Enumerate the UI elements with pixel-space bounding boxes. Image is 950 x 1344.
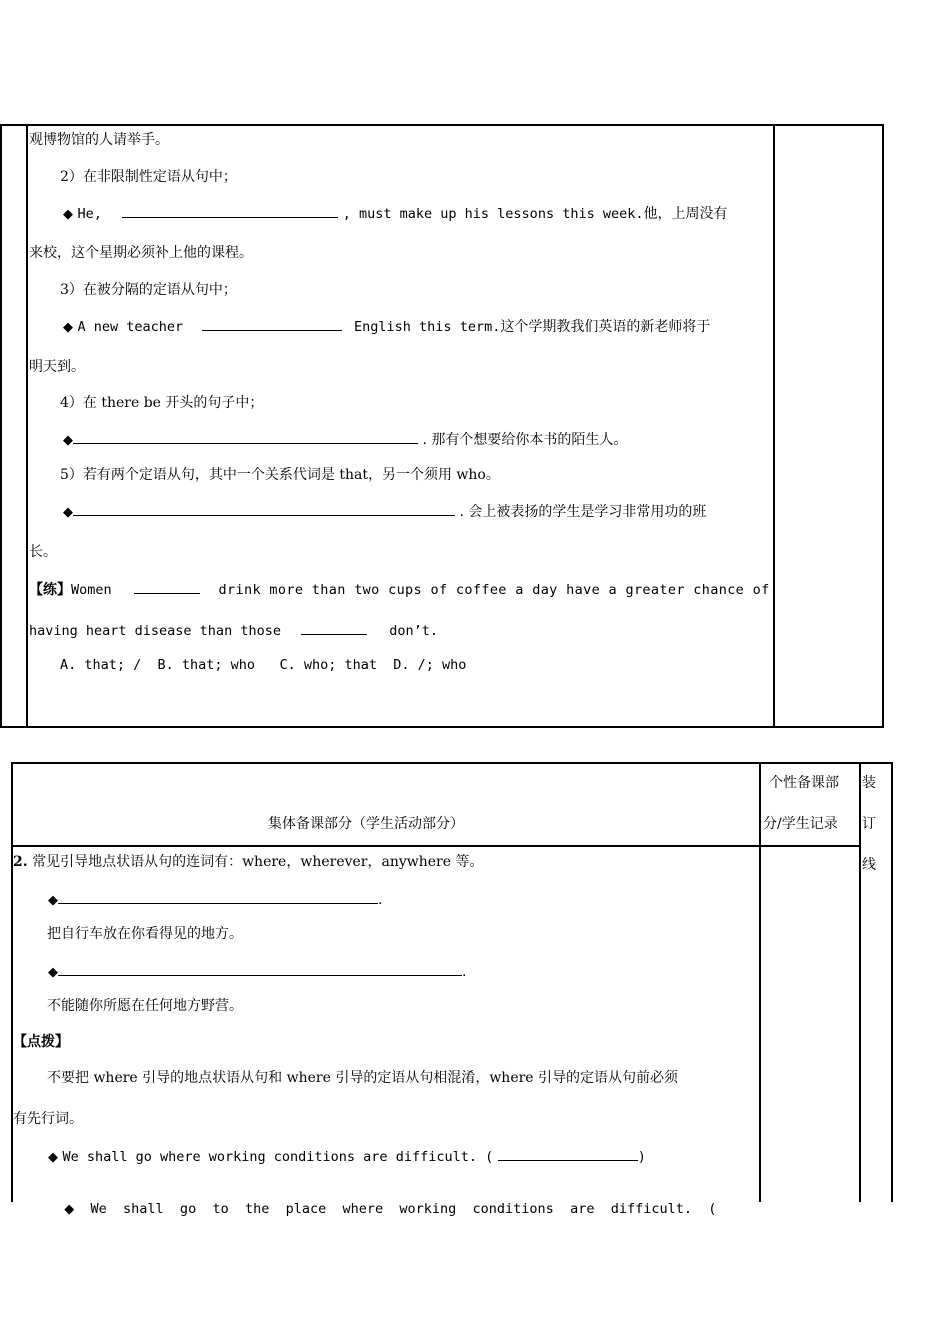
practice-text-d: don’t.	[389, 623, 439, 639]
item4-blank[interactable]	[73, 429, 418, 444]
bottom-table-header-divider	[11, 845, 861, 847]
practice-blank-1[interactable]	[134, 579, 200, 594]
header-main: 集体备课部分（学生活动部分）	[268, 816, 464, 832]
answer-blank-2[interactable]	[58, 961, 462, 976]
bullet-icon: ◆	[63, 433, 73, 448]
item-number: 2.	[13, 854, 28, 870]
item4-cn: . 那有个想要给你本书的陌生人。	[422, 432, 628, 448]
item5-sentence-cont: 长。	[29, 544, 57, 560]
bullet-icon: ◆	[48, 893, 58, 908]
item2-heading: 2）在非限制性定语从句中；	[60, 169, 237, 185]
blank-line-2	[48, 961, 466, 982]
practice-options: A. that; / B. that; who C. who; that D. /; who	[60, 657, 467, 673]
item3-sentence-cont: 明天到。	[29, 359, 85, 375]
bullet-icon: ◆	[63, 505, 73, 520]
sentence2-cn: 不能随你所愿在任何地方野营。	[47, 998, 243, 1014]
item3-en-b: English this term.	[354, 319, 501, 335]
item3-sentence	[63, 316, 710, 337]
top-table-border-bottom	[0, 726, 884, 728]
item4-sentence	[63, 429, 627, 450]
top-table-divider	[773, 124, 775, 728]
item5-cn-a: . 会上被表扬的学生是学习非常用功的班	[459, 504, 707, 520]
example1	[48, 1146, 646, 1167]
item3-en-a: A new teacher	[77, 319, 184, 335]
item3-cn-a: 这个学期教我们英语的新老师将于	[500, 319, 711, 335]
item2-cn-a: 他，上周没有	[643, 206, 728, 222]
top-table-border-left-outer	[0, 124, 2, 728]
item5-sentence	[63, 501, 706, 522]
item2-en-a: He,	[77, 206, 102, 222]
answer-blank-1[interactable]	[58, 889, 378, 904]
blank1-end: .	[378, 892, 383, 908]
item3-blank[interactable]	[202, 316, 342, 331]
header-right-line2: 分/学生记录	[763, 816, 838, 832]
tip-text-cont: 有先行词。	[13, 1111, 83, 1127]
practice-blank-2[interactable]	[301, 620, 367, 635]
bottom-table-border-right	[891, 762, 893, 1202]
practice-text-a: Women	[71, 582, 112, 598]
example2	[48, 1182, 716, 1219]
bullet-icon: ◆	[48, 965, 58, 980]
binding-char-3: 线	[862, 857, 876, 873]
item2-sentence	[63, 203, 727, 224]
header-right-line1: 个性备课部	[769, 775, 839, 791]
top-table-border-left-inner	[26, 124, 28, 728]
item2-sentence-cont: 来校，这个星期必须补上他的课程。	[29, 245, 253, 261]
practice-text-c: having heart disease than those	[29, 623, 281, 639]
sentence1-cn: 把自行车放在你看得见的地方。	[47, 926, 243, 942]
example2-text: We shall go to the place where working conditions are difficult. (	[90, 1201, 717, 1217]
practice-label: 【练】	[29, 582, 71, 598]
example1-end: )	[637, 1149, 646, 1165]
item2-blank[interactable]	[122, 203, 338, 218]
tip-text: 不要把 where 引导的地点状语从句和 where 引导的定语从句相混淆，where 引导的定语从句前必须	[47, 1070, 679, 1086]
practice-line-2	[29, 620, 438, 640]
top-table-border-top	[0, 124, 884, 126]
item5-heading: 5）若有两个定语从句，其中一个关系代词是 that，另一个须用 who。	[60, 467, 500, 483]
example1-blank[interactable]	[498, 1146, 638, 1161]
bullet-icon: ◆	[63, 207, 73, 222]
item4-heading: 4）在 there be 开头的句子中；	[60, 395, 264, 411]
continued-sentence: 观博物馆的人请举手。	[29, 132, 169, 148]
item3-heading: 3）在被分隔的定语从句中；	[60, 282, 237, 298]
bullet-icon: ◆	[63, 320, 73, 335]
item2-en-b: , must make up his lessons this week.	[342, 206, 644, 222]
blank2-end: .	[462, 964, 467, 980]
bullet-icon: ◆	[48, 1150, 58, 1165]
tip-label: 【点拨】	[13, 1034, 69, 1050]
item-title	[13, 853, 483, 871]
top-table-border-right	[882, 124, 884, 728]
blank-line-1	[48, 889, 382, 910]
bottom-table-border-left	[11, 762, 13, 1202]
binding-char-1: 装	[862, 775, 876, 791]
bullet-icon: ◆	[64, 1202, 75, 1217]
practice-line-1	[29, 579, 770, 599]
practice-text-b: drink more than two cups of coffee a day have a greater chance of	[218, 582, 770, 598]
bottom-table-divider	[759, 762, 761, 1202]
item-title-text: 常见引导地点状语从句的连词有：where，wherever，anywhere 等。	[32, 854, 484, 870]
binding-char-2: 订	[862, 816, 876, 832]
bottom-table-binding-divider	[859, 762, 861, 1202]
item5-blank[interactable]	[73, 501, 455, 516]
example1-text: We shall go where working conditions are difficult. (	[62, 1149, 494, 1165]
